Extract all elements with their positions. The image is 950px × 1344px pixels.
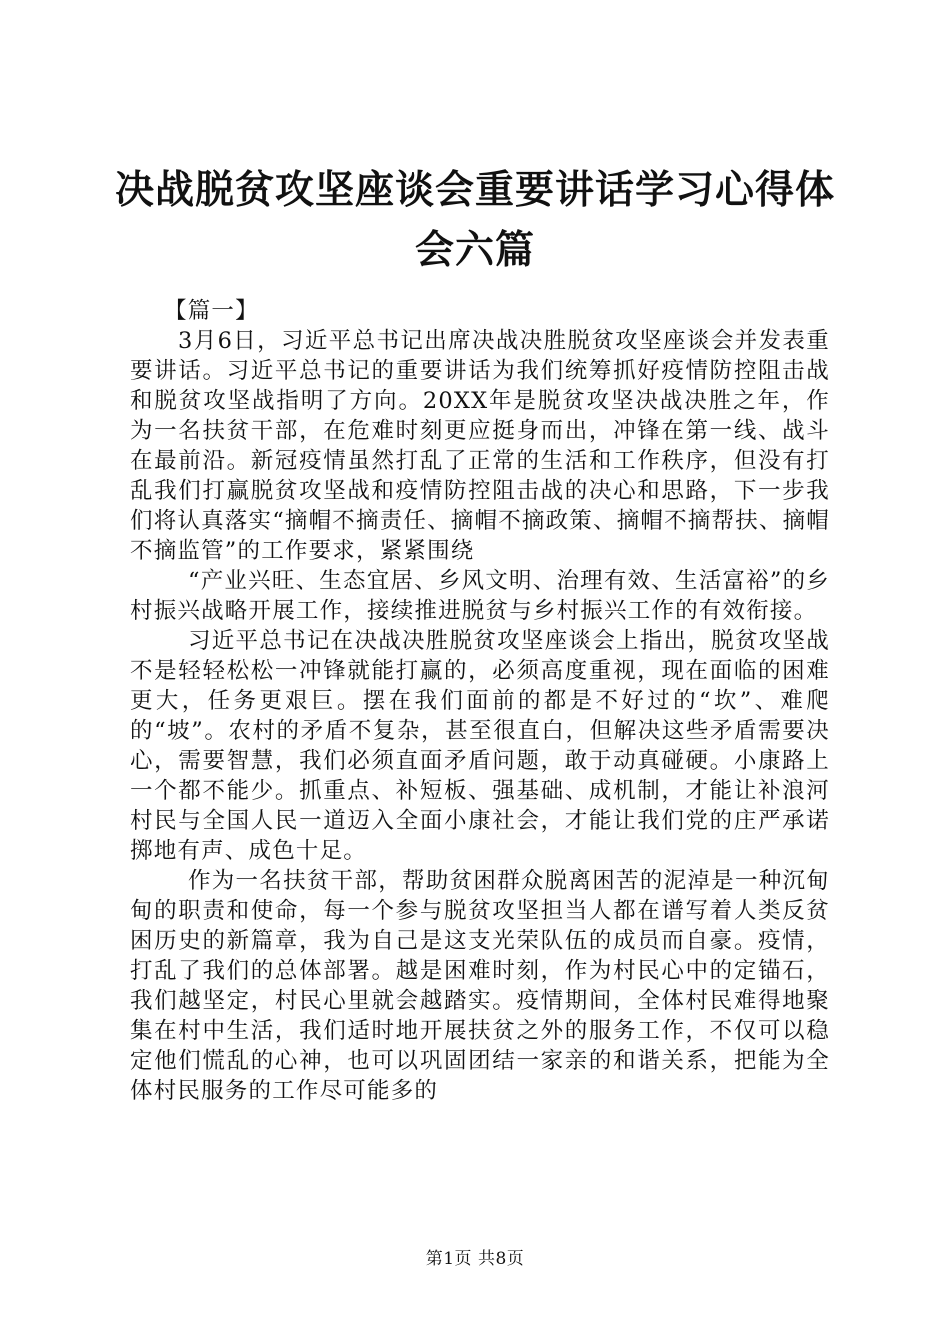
- document-body: [130, 296, 830, 1106]
- paragraph-1: 3月6日，习近平总书记出席决战决胜脱贫攻坚座谈会并发表重要讲话。习近平总书记的重要讲话为我们统筹抓好疫情防控阻击战和脱贫攻坚战指明了方向。20XX年是脱贫攻坚决战决胜之年，作为一名扶贫干部，在危难时刻更应挺身而出，冲锋在第一线、战斗在最前沿。新冠疫情虽然打乱了正常的生活和工作秩序，但没有打乱我们打赢脱贫攻坚战和疫情防控阻击战的决心和思路，下一步我们将认真落实“摘帽不摘责任、摘帽不摘政策、摘帽不摘帮扶、摘帽不摘监管”的工作要求，紧紧围绕: [130, 328, 831, 564]
- paragraph-3: 习近平总书记在决战决胜脱贫攻坚座谈会上指出，脱贫攻坚战不是轻轻松松一冲锋就能打赢的，必须高度重视，现在面临的困难更大，任务更艰巨。摆在我们面前的都是不好过的“坎”、难爬的“坡”。农村的矛盾不复杂，甚至很直白，但解决这些矛盾需要决心，需要智慧，我们必须直面矛盾问题，敢于动真碰硬。小康路上一个都不能少。抓重点、补短板、强基础、成机制，才能让补浪河村民与全国人民一道迈入全面小康社会，才能让我们党的庄严承诺掷地有声、成色十足。: [130, 628, 830, 864]
- page-footer: 第1页 共8页: [425, 1249, 525, 1269]
- paragraph-4: 作为一名扶贫干部，帮助贫困群众脱离困苦的泥淖是一种沉甸甸的职责和使命，每一个参与脱贫攻坚担当人都在谱写着人类反贫困历史的新篇章，我为自己是这支光荣队伍的成员而自豪。疫情，打乱了我们的总体部署。越是困难时刻，作为村民心中的定锚石，我们越坚定，村民心里就会越踏实。疫情期间，全体村民难得地聚集在村中生活，我们适时地开展扶贫之外的服务工作，不仅可以稳定他们慌乱的心神，也可以巩固团结一家亲的和谐关系，把能为全体村民服务的工作尽可能多的: [130, 868, 830, 1104]
- section-label: 【篇一】: [164, 298, 259, 324]
- document-title: 决战脱贫攻坚座谈会重要讲话学习心得体会六篇: [114, 167, 835, 273]
- paragraph-2: “产业兴旺、生态宜居、乡风文明、治理有效、生活富裕”的乡村振兴战略开展工作，接续推进脱贫与乡村振兴工作的有效衔接。: [130, 568, 830, 624]
